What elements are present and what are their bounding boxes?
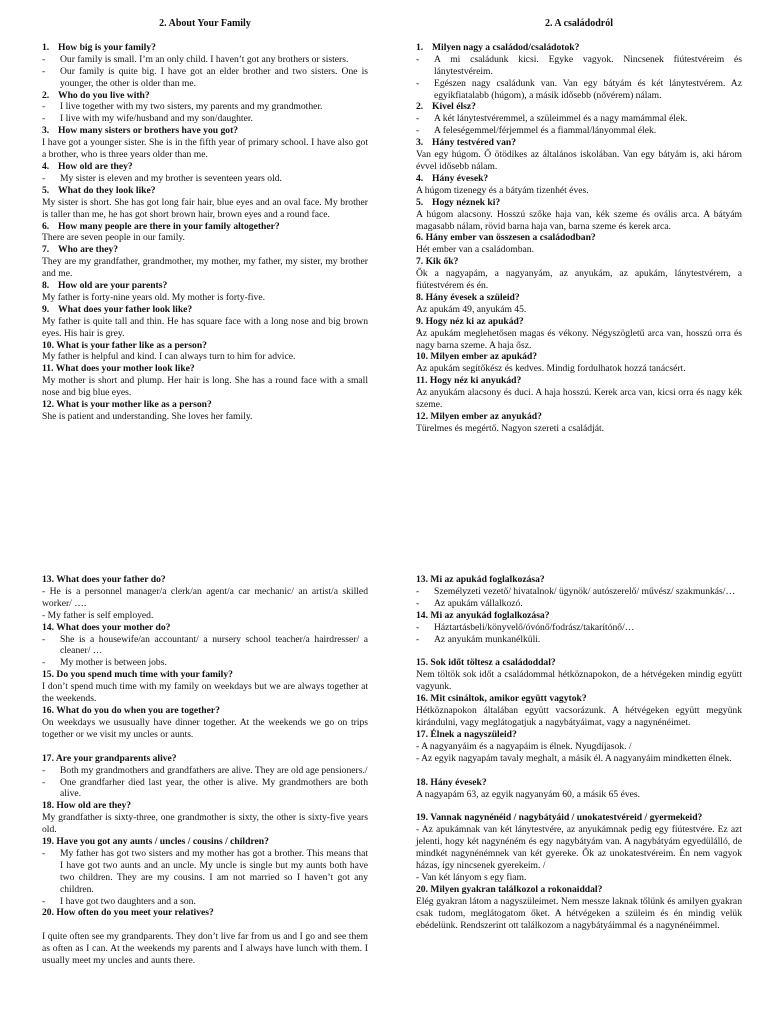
question-text: 18. How old are they?	[42, 800, 132, 812]
list-dash: -	[42, 847, 46, 859]
question-text: 11. What does your mother look like?	[42, 363, 195, 375]
question-heading	[416, 411, 742, 423]
answer-list-item	[42, 173, 368, 185]
question-text: 20. Milyen gyakran találkozol a rokonaiddal?	[416, 883, 603, 895]
answer-paragraph: There are seven people in our family.	[42, 232, 185, 244]
answer-text: Háztartásbeli/könyvelő/óvónő/fodrász/takarítónő/…	[434, 621, 635, 633]
question-heading	[42, 907, 368, 919]
list-dash: -	[42, 657, 46, 669]
question-heading	[416, 137, 742, 149]
question-number: 4.	[416, 172, 424, 184]
hungarian-column-bottom	[416, 574, 742, 931]
question-heading	[42, 42, 368, 54]
question-text: Milyen nagy a családod/családotok?	[432, 41, 580, 53]
question-heading	[416, 173, 742, 185]
answer-text: I have got two daughters and a son.	[60, 895, 196, 907]
question-text: 15. Do you spend much time with your family?	[42, 669, 233, 681]
question-text: 17. Are your grandparents alive?	[42, 752, 177, 764]
question-text: 8. Hány évesek a szüleid?	[416, 291, 520, 303]
answer-paragraph: - My father is self employed.	[42, 609, 154, 621]
spacer	[416, 800, 742, 812]
question-heading	[42, 90, 368, 102]
answer-text: Egészen nagy családunk van. Van egy bátyám és két lánytestvérem. Az egyikfiatalabb (húgom), a másik idősebb (nővérem) nálam.	[434, 77, 742, 101]
spacer	[42, 919, 368, 931]
answer-list-item	[42, 896, 368, 908]
answer-paragraph: I quite often see my grandparents. They don’t live far from us and I go and see them as often as I can. At the weekends my parents and I always have lunch with them. I usually meet my uncles and aunts there.	[42, 931, 368, 967]
answer-text: Személyzeti vezető/ hivatalnok/ ügynök/ autószerelő/ művész/ szakmunkás/…	[434, 585, 736, 597]
answer-list-item	[42, 848, 368, 896]
question-heading	[42, 161, 368, 173]
answer-paragraph: - A nagyanyáim és a nagyapáim is élnek. Nyugdíjasok. /	[416, 740, 632, 752]
question-number: 1.	[42, 41, 50, 53]
spacer	[42, 741, 368, 753]
answer-list-item	[42, 113, 368, 125]
question-heading	[416, 232, 742, 244]
answer-list-item	[416, 78, 742, 102]
list-dash: -	[42, 633, 46, 645]
answer-paragraph: Az apukám segítőkész és kedves. Mindig fordulhatok hozzá tanácsért.	[416, 363, 686, 375]
question-text: 17. Élnek a nagyszüleid?	[416, 728, 517, 740]
answer-paragraph: On weekdays we ususually have dinner together. At the weekends we go on trips together or we visit my uncles or aunts.	[42, 716, 368, 740]
answer-paragraph: Ők a nagyapám, a nagyanyám, az anyukám, az apukám, lánytestvérem, a fiútestvérem és én.	[416, 268, 742, 292]
answer-paragraph: I have got a younger sister. She is in the fifth year of primary school. I have also got a brother, who is three years older than me.	[42, 137, 368, 161]
answer-paragraph: A húgom alacsony. Hosszú szőke haja van, kék szeme és ovális arca. A bátyám magasabb nálam, rövid barna haja van, barna szeme és kerek arca.	[416, 208, 742, 232]
list-dash: -	[42, 764, 46, 776]
answer-text: A két lánytestvéremmel, a szüleimmel és a nagy mamámmal élek.	[434, 113, 688, 125]
answer-list-item	[42, 54, 368, 66]
question-heading	[416, 693, 742, 705]
question-text: 14. Mi az anyukád foglalkozása?	[416, 609, 550, 621]
answer-list-item	[416, 634, 742, 646]
list-dash: -	[416, 125, 420, 137]
answer-paragraph: Nem töltök sok időt a családommal hétköznapokon, de a hétvégeken mindig együtt vagyunk.	[416, 669, 742, 693]
list-dash: -	[42, 53, 46, 65]
question-heading	[42, 244, 368, 256]
answer-text: Our family is quite big. I have got an elder brother and two sisters. One is younger, the other is older than me.	[60, 65, 368, 89]
answer-paragraph: A húgom tizenegy és a bátyám tizenhét éves.	[416, 184, 589, 196]
answer-list-item	[42, 634, 368, 658]
answer-paragraph: Hétköznapokon általában együtt vacsorázunk. A hétvégeken együtt megyünk kirándulni, vagy meglátogatjuk a nagybátyáimat, vagy a nagynénéimet.	[416, 705, 742, 728]
question-heading	[416, 729, 742, 741]
list-dash: -	[416, 633, 420, 645]
question-heading	[42, 399, 368, 411]
question-heading	[416, 657, 742, 669]
question-heading	[42, 125, 368, 137]
question-text: 13. What does your father do?	[42, 574, 166, 585]
section-title: 2. A családodról	[544, 18, 614, 29]
answer-list-item	[416, 622, 742, 634]
answer-paragraph: They are my grandfather, grandmother, my mother, my father, my sister, my brother and me.	[42, 256, 368, 280]
answer-list-item	[416, 598, 742, 610]
question-number: 6.	[42, 220, 50, 232]
question-heading	[416, 256, 742, 268]
list-dash: -	[416, 77, 420, 89]
question-heading	[42, 304, 368, 316]
question-text: How many sisters or brothers have you got?	[58, 125, 239, 137]
answer-paragraph: My grandfather is sixty-three, one grandmother is sixty, the other is sixty-five years old.	[42, 812, 368, 836]
question-text: Hány testvéred van?	[432, 137, 517, 149]
answer-list-item	[416, 586, 742, 598]
question-heading	[416, 375, 742, 387]
answer-paragraph: - Az apukámnak van két lánytestvére, az anyukámnak pedig egy fiútestvére. Ez azt jelenti, hogy két nagynéném és egy nagybátyám van. A nagybátyám egyedülálló, de mindkét nagynénémnek van két gyereke. Ők az unokatestvéreim. Én nem vagyok házas, így nincsenek gyerekeim. /	[416, 824, 742, 872]
list-dash: -	[42, 895, 46, 907]
question-heading	[42, 280, 368, 292]
answer-paragraph: Van egy húgom. Ő ötödikes az általános iskolában. Van egy bátyám is, aki három évvel idősebb nálam.	[416, 149, 742, 172]
question-text: 9. Hogy néz ki az apukád?	[416, 315, 524, 327]
question-text: 12. What is your mother like as a person?	[42, 399, 212, 411]
answer-paragraph: I don’t spend much time with my family on weekdays but we are always together at the weekends.	[42, 681, 368, 705]
answer-paragraph: My father is helpful and kind. I can always turn to him for advice.	[42, 351, 296, 363]
answer-text: Both my grandmothers and grandfathers are alive. They are old age pensioners./	[60, 764, 368, 776]
question-number: 3.	[42, 125, 50, 137]
list-dash: -	[416, 597, 420, 609]
list-dash: -	[42, 101, 46, 113]
answer-paragraph: My father is quite tall and thin. He has square face with a long nose and big brown eyes. His hair is grey.	[42, 315, 368, 339]
english-column-top	[42, 18, 368, 423]
answer-list-item	[42, 765, 368, 777]
answer-paragraph: Elég gyakran látom a nagyszüleimet. Nem messze laknak tőlünk és amilyen gyakran csak tudom, meglátogatom őket. A hétvégeken a szüleim és én mindig velük ebédelünk. Rendszerint ott találkozom a nagybátyáimmal és a nagynénéimmel.	[416, 895, 742, 931]
question-text: How many people are there in your family altogether?	[58, 220, 280, 232]
question-number: 7.	[42, 244, 50, 256]
list-dash: -	[416, 53, 420, 65]
spacer	[416, 645, 742, 657]
question-heading	[42, 669, 368, 681]
question-text: What does your father look like?	[58, 303, 193, 315]
question-text: How big is your family?	[58, 41, 156, 53]
answer-list-item	[42, 777, 368, 801]
answer-paragraph: Az apukám 49, anyukám 45.	[416, 303, 527, 315]
question-text: 20. How often do you meet your relatives?	[42, 907, 214, 919]
question-heading	[42, 622, 368, 634]
question-number: 8.	[42, 280, 50, 292]
list-dash: -	[42, 172, 46, 184]
section-title: 2. About Your Family	[159, 18, 251, 29]
list-dash: -	[416, 113, 420, 125]
question-number: 3.	[416, 137, 424, 149]
answer-list-item	[416, 125, 742, 137]
hungarian-column-top	[416, 18, 742, 435]
answer-text: My father has got two sisters and my mother has got a brother. This means that I have got two aunts and an uncle. My uncle is single but my aunts both have two children. They are my cousins. I am not married so I haven’t got any children.	[60, 847, 368, 895]
question-text: How old are your parents?	[58, 280, 168, 292]
answer-text: I live together with my two sisters, my parents and my grandmother.	[60, 101, 323, 113]
question-text: 16. What do you do when you are together?	[42, 704, 220, 716]
question-heading	[416, 42, 742, 54]
answer-paragraph: Türelmes és megértő. Nagyon szereti a családját.	[416, 422, 605, 434]
question-text: 12. Milyen ember az anyukád?	[416, 411, 542, 422]
answer-text: Az anyukám munkanélküli.	[434, 633, 541, 645]
question-heading	[416, 777, 742, 789]
question-text: Kivel élsz?	[432, 101, 476, 113]
question-text: 19. Have you got any aunts / uncles / cousins / children?	[42, 836, 269, 848]
question-text: 18. Hány évesek?	[416, 776, 487, 788]
answer-paragraph: My mother is short and plump. Her hair is long. She has a round face with a small nose and big blue eyes.	[42, 375, 368, 399]
question-heading	[42, 705, 368, 717]
question-heading	[416, 197, 742, 209]
list-dash: -	[42, 65, 46, 77]
answer-list-item	[42, 66, 368, 90]
answer-paragraph: My sister is short. She has got long fair hair, blue eyes and an oval face. My brother is taller than me, he has got short brown hair, brown eyes and a round face.	[42, 196, 368, 220]
question-text: 10. Milyen ember az apukád?	[416, 351, 538, 363]
answer-text: One grandfarher died last year, the other is alive. My grandmothers are both alive.	[60, 776, 368, 800]
question-text: 7. Kik ők?	[416, 256, 459, 268]
question-text: How old are they?	[58, 160, 133, 172]
answer-paragraph: Az apukám meglehetősen magas és vékony. Négyszögletű arca van, hosszú orra és nagy barna szeme. A haja ősz.	[416, 327, 742, 351]
question-number: 2.	[416, 101, 424, 113]
question-text: 10. What is your father like as a person?	[42, 339, 207, 351]
question-heading	[416, 812, 742, 824]
answer-text: A feleségemmel/férjemmel és a fiammal/lányommal élek.	[434, 125, 657, 137]
answer-text: My sister is eleven and my brother is seventeen years old.	[60, 172, 282, 184]
english-column-bottom	[42, 574, 368, 967]
answer-text: Our family is small. I’m an only child. I haven’t got any brothers or sisters.	[60, 53, 349, 65]
answer-text: Az apukám vállalkozó.	[434, 597, 523, 609]
answer-paragraph: Az anyukám alacsony és duci. A haja hosszú. Kerek arca van, kicsi orra és nagy kék szeme.	[416, 387, 742, 411]
answer-list-item	[416, 113, 742, 125]
question-heading	[42, 185, 368, 197]
question-text: Who are they?	[58, 244, 119, 256]
question-text: 11. Hogy néz ki anyukád?	[416, 375, 522, 387]
question-heading	[416, 610, 742, 622]
answer-text: I live with my wife/husband and my son/daughter.	[60, 113, 253, 125]
question-number: 2.	[42, 89, 50, 101]
question-text: Hogy néznek ki?	[432, 196, 501, 208]
question-number: 5.	[42, 184, 50, 196]
question-heading	[416, 316, 742, 328]
question-heading	[416, 884, 742, 896]
answer-list-item	[42, 101, 368, 113]
question-heading	[416, 351, 742, 363]
answer-paragraph: - Az egyik nagyapám tavaly meghalt, a másik él. A nagyanyáim mindketten élnek.	[416, 752, 732, 764]
question-text: Hány évesek?	[432, 172, 489, 184]
spacer	[416, 765, 742, 777]
answer-paragraph: - Van két lányom s egy fiam.	[416, 871, 527, 883]
answer-text: She is a housewife/an accountant/ a nursery school teacher/a hairdresser/ a cleaner/ …	[60, 633, 368, 657]
question-heading	[42, 574, 368, 586]
question-heading	[42, 800, 368, 812]
answer-paragraph: A nagyapám 63, az egyik nagyanyám 60, a másik 65 éves.	[416, 788, 641, 800]
question-heading	[416, 101, 742, 113]
question-text: 13. Mi az apukád foglalkozása?	[416, 574, 545, 585]
list-dash: -	[42, 776, 46, 788]
question-heading	[42, 340, 368, 352]
question-heading	[42, 836, 368, 848]
answer-list-item	[42, 657, 368, 669]
answer-paragraph: My father is forty-nine years old. My mother is forty-five.	[42, 291, 265, 303]
question-number: 5.	[416, 196, 424, 208]
answer-list-item	[416, 54, 742, 78]
answer-text: A mi családunk kicsi. Egyke vagyok. Nincsenek fiútestvéreim és lánytestvéreim.	[434, 53, 742, 77]
question-text: 14. What does your mother do?	[42, 621, 171, 633]
question-text: 15. Sok időt töltesz a családoddal?	[416, 657, 556, 669]
answer-paragraph: - He is a personnel manager/a clerk/an agent/a car mechanic/ an artist/a skilled worker/ ….	[42, 585, 368, 609]
list-dash: -	[42, 113, 46, 125]
question-heading	[42, 221, 368, 233]
question-heading	[416, 292, 742, 304]
answer-paragraph: She is patient and understanding. She loves her family.	[42, 411, 253, 422]
question-text: 19. Vannak nagynénéid / nagybátyáid / unokatestvéreid / gyermekeid?	[416, 812, 703, 824]
question-heading	[416, 574, 742, 586]
question-text: 6. Hány ember van összesen a családodban?	[416, 232, 596, 244]
question-text: 16. Mit csináltok, amikor együtt vagytok?	[416, 693, 587, 705]
question-number: 4.	[42, 160, 50, 172]
question-number: 9.	[42, 303, 50, 315]
question-text: What do they look like?	[58, 184, 156, 196]
question-text: Who do you live with?	[58, 89, 150, 101]
list-dash: -	[416, 585, 420, 597]
answer-text: My mother is between jobs.	[60, 657, 167, 669]
question-heading	[42, 363, 368, 375]
answer-paragraph: Hét ember van a családomban.	[416, 244, 535, 256]
list-dash: -	[416, 621, 420, 633]
question-heading	[42, 753, 368, 765]
question-number: 1.	[416, 41, 424, 53]
